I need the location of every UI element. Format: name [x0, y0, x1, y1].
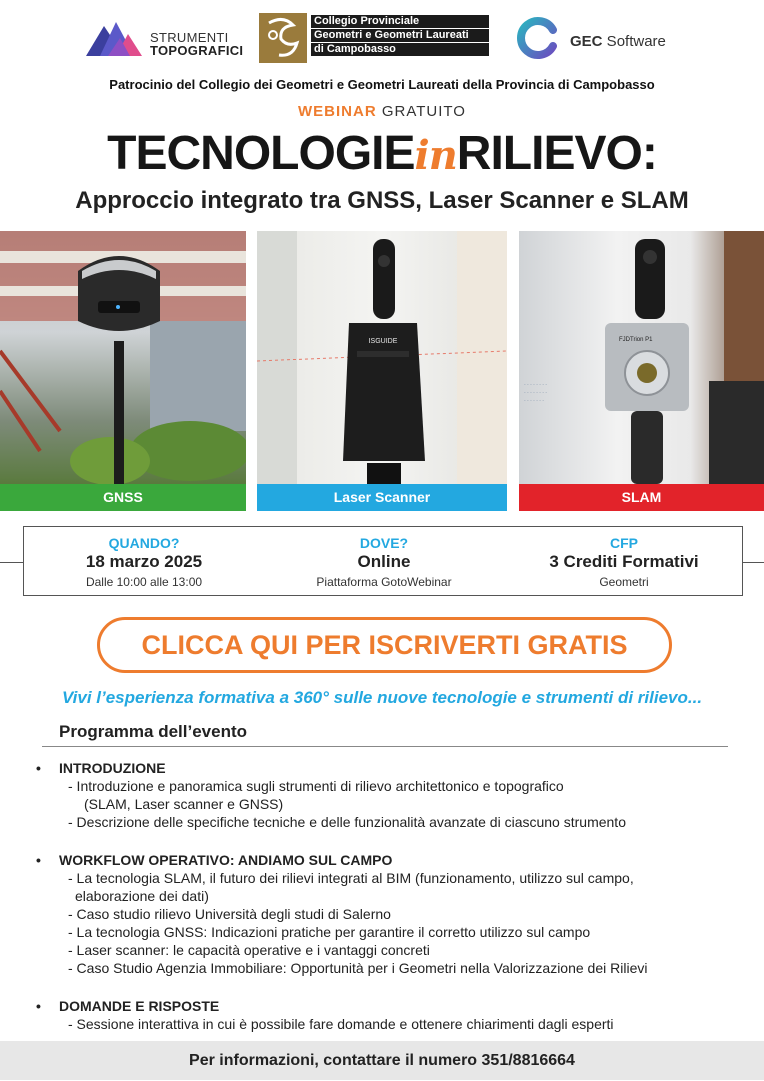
mountain-logo-icon [86, 18, 142, 58]
gnss-photo [0, 231, 246, 484]
list-item: - Descrizione delle specifiche tecniche e delle funzionalità avanzate di ciascuno strumento [68, 814, 626, 830]
program-section-domande [36, 997, 736, 1033]
title-colon: : [641, 127, 657, 180]
webinar-label [0, 103, 764, 120]
info-where-heading: DOVE? [359, 535, 409, 551]
gratuito-word: GRATUITO [376, 103, 466, 120]
title-part3: RILIEVO [456, 127, 642, 180]
program-divider [42, 746, 728, 747]
strumenti-topografici-logo [86, 18, 256, 60]
laser-scanner-label: Laser Scanner [257, 484, 507, 511]
info-divider-right [743, 562, 764, 563]
info-cfp-sub: Geometri [599, 575, 649, 589]
gec-software-logo [515, 16, 685, 62]
webinar-word: WEBINAR [298, 103, 377, 120]
list-item: - La tecnologia GNSS: Indicazioni pratiche per garantire il corretto utilizzo sul campo [68, 924, 591, 940]
main-title [0, 126, 764, 184]
info-cfp [504, 527, 744, 589]
register-free-button[interactable]: CLICCA QUI PER ISCRIVERTI GRATIS [97, 617, 672, 673]
program-section-workflow [36, 851, 736, 977]
title-part2: in [414, 132, 457, 179]
list-item: - Introduzione e panoramica sugli strumenti di rilievo architettonico e topografico [68, 778, 564, 794]
slam-brand-text: FJDTrion P1 [619, 337, 653, 343]
info-where-value: Online [357, 552, 411, 571]
collegio-logo-line3: di Campobasso [311, 43, 489, 56]
svg-text:- - - - - - - -: - - - - - - - - [524, 382, 548, 388]
info-when-value: 18 marzo 2025 [85, 552, 203, 571]
slam-photo [519, 231, 764, 484]
list-item: - Sessione interattiva in cui è possibile fare domande e ottenere chiarimenti dagli esperti [68, 1016, 614, 1032]
strumenti-logo-line2: TOPOGRAFICI [150, 43, 244, 58]
slam-label: SLAM [519, 484, 764, 511]
strumenti-logo-line1: STRUMENTI [150, 30, 229, 45]
info-where-sub: Piattaforma GotoWebinar [316, 575, 452, 589]
info-divider-left [0, 562, 23, 563]
section-heading: • WORKFLOW OPERATIVO: ANDIAMO SUL CAMPO [36, 851, 736, 869]
list-item: - Laser scanner: le capacità operative e i vantaggi concreti [68, 942, 430, 958]
collegio-campobasso-logo [259, 13, 489, 65]
tagline: Vivi l’esperienza formativa a 360° sulle nuove tecnologie e strumenti di rilievo... [61, 688, 703, 707]
gec-brand-rest: Software [602, 33, 666, 50]
gec-ring-icon [515, 16, 559, 60]
collegio-logo-line1: Collegio Provinciale [311, 15, 489, 28]
info-cfp-heading: CFP [610, 535, 638, 551]
program-section-introduzione [36, 759, 736, 831]
svg-text:- - - - - - -: - - - - - - - [524, 398, 544, 404]
laser-scanner-illustration [257, 231, 507, 484]
info-cfp-value: 3 Crediti Formativi [549, 552, 699, 571]
laser-scanner-photo [257, 231, 507, 484]
info-when [24, 527, 264, 589]
scanner-brand-text: ISGUIDE [368, 338, 398, 345]
gec-brand: GEC [570, 33, 603, 50]
section-heading: • DOMANDE E RISPOSTE [36, 997, 736, 1015]
list-item: (SLAM, Laser scanner e GNSS) [84, 796, 284, 812]
list-item: - Caso studio rilievo Università degli studi di Salerno [68, 906, 391, 922]
contact-footer: Per informazioni, contattare il numero 351/8816664 [0, 1041, 764, 1080]
list-item: elaborazione dei dati) [75, 888, 209, 904]
info-when-sub: Dalle 10:00 alle 13:00 [85, 575, 203, 589]
collegio-emblem-icon [259, 13, 307, 63]
title-part1: TECNOLOGIE [107, 127, 415, 180]
list-item: - La tecnologia SLAM, il futuro dei rilievi integrati al BIM (funzionamento, utilizzo sul campo, [68, 870, 634, 886]
gnss-receiver-illustration [0, 231, 246, 484]
program-title: Programma dell’evento [59, 722, 248, 741]
patrocinio-text: Patrocinio del Collegio dei Geometri e Geometri Laureati della Provincia di Campobasso [109, 77, 655, 92]
gnss-label: GNSS [0, 484, 246, 511]
slam-device-illustration [519, 231, 764, 484]
event-info-box [23, 526, 743, 596]
info-when-heading: QUANDO? [108, 535, 180, 551]
subtitle: Approccio integrato tra GNSS, Laser Scanner e SLAM [75, 187, 689, 214]
info-where [264, 527, 504, 589]
section-heading: • INTRODUZIONE [36, 759, 736, 777]
collegio-logo-line2: Geometri e Geometri Laureati [311, 29, 489, 42]
svg-text:- - - - - - - -: - - - - - - - - [524, 390, 548, 396]
list-item: - Caso Studio Agenzia Immobiliare: Opportunità per i Geometri nella Valorizzazione dei Rilievi [68, 960, 648, 976]
